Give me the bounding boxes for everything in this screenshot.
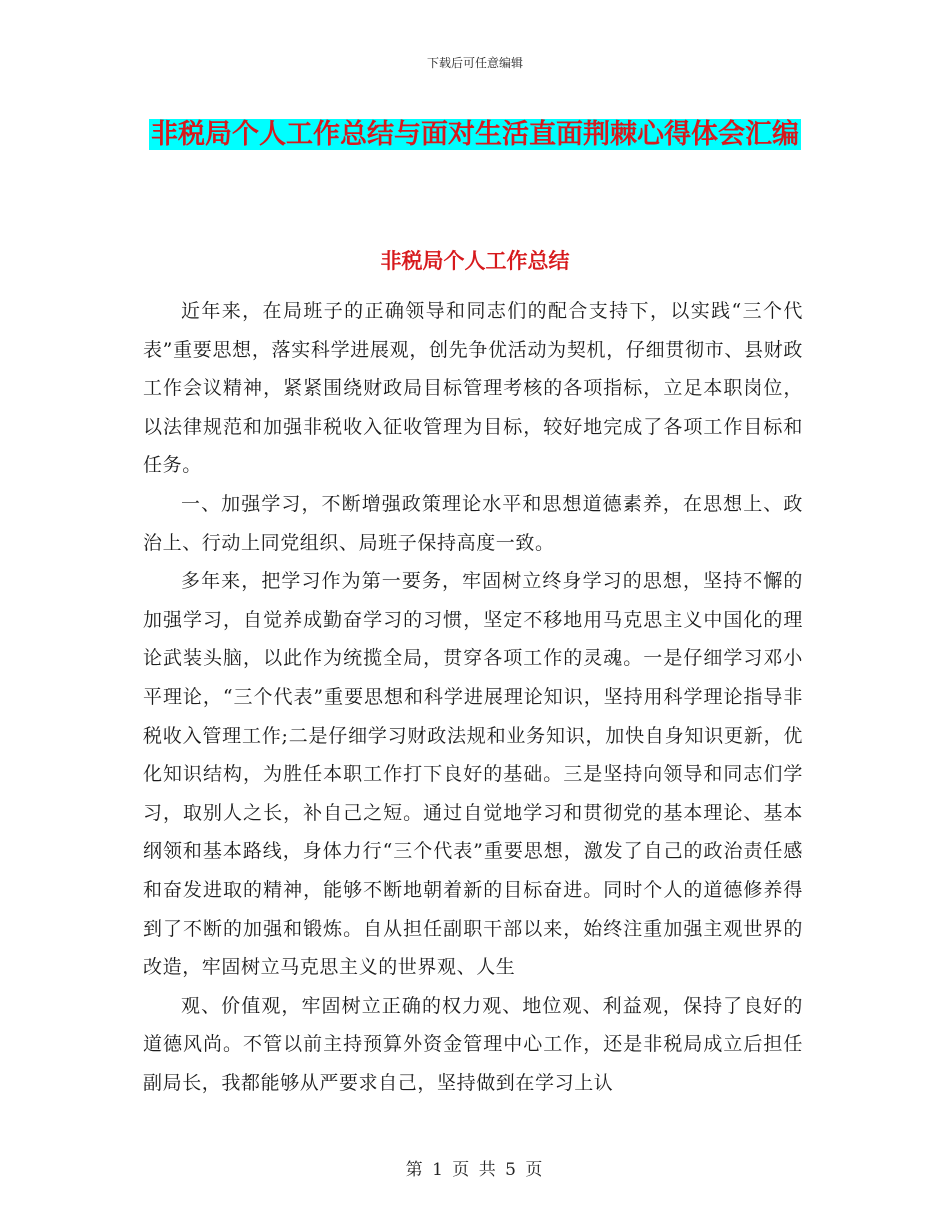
paragraph: 近年来，在局班子的正确领导和同志们的配合支持下，以实践“三个代表”重要思想，落实科学进展观，创先争优活动为契机，仔细贯彻市、县财政工作会议精神，紧紧围绕财政局目标管理考核的各项指标，立足本职岗位，以法律规范和加强非税收入征收管理为目标，较好地完成了各项工作目标和任务。 [143, 300, 803, 477]
document-title-text: 非税局个人工作总结与面对生活直面荆棘心得体会汇编 [151, 119, 799, 150]
header-note: 下载后可任意编辑 [426, 56, 523, 70]
paragraph: 多年来，把学习作为第一要务，牢固树立终身学习的思想，坚持不懈的加强学习，自觉养成勤奋学习的习惯，坚定不移地用马克思主义中国化的理论武装头脑，以此作为统揽全局，贯穿各项工作的灵魂。一是仔细学习邓小平理论，“三个代表”重要思想和科学进展理论知识，坚持用科学理论指导非税收入管理工作;二是仔细学习财政法规和业务知识，加快自身知识更新，优化知识结构，为胜任本职工作打下良好的基础。三是坚持向领导和同志们学习，取别人之长，补自己之短。通过自觉地学习和贯彻党的基本理论、基本纲领和基本路线，身体力行“三个代表”重要思想，激发了自己的政治责任感和奋发进取的精神，能够不断地朝着新的目标奋进。同时个人的道德修养得到了不断的加强和锻炼。自从担任副职干部以来，始终注重加强主观世界的改造，牢固树立马克思主义的世界观、人生 [143, 570, 803, 979]
page-footer: 第 1 页 共 5 页 [405, 1160, 545, 1180]
paragraph: 一、加强学习，不断增强政策理论水平和思想道德素养，在思想上、政治上、行动上同党组织、局班子保持高度一致。 [143, 492, 803, 554]
paragraph: 观、价值观，牢固树立正确的权力观、地位观、利益观，保持了良好的道德风尚。不管以前主持预算外资金管理中心工作，还是非税局成立后担任副局长，我都能够从严要求自己，坚持做到在学习上认 [143, 994, 803, 1094]
document-title [140, 112, 810, 158]
body-text [143, 292, 803, 1102]
section-title: 非税局个人工作总结 [380, 249, 570, 273]
